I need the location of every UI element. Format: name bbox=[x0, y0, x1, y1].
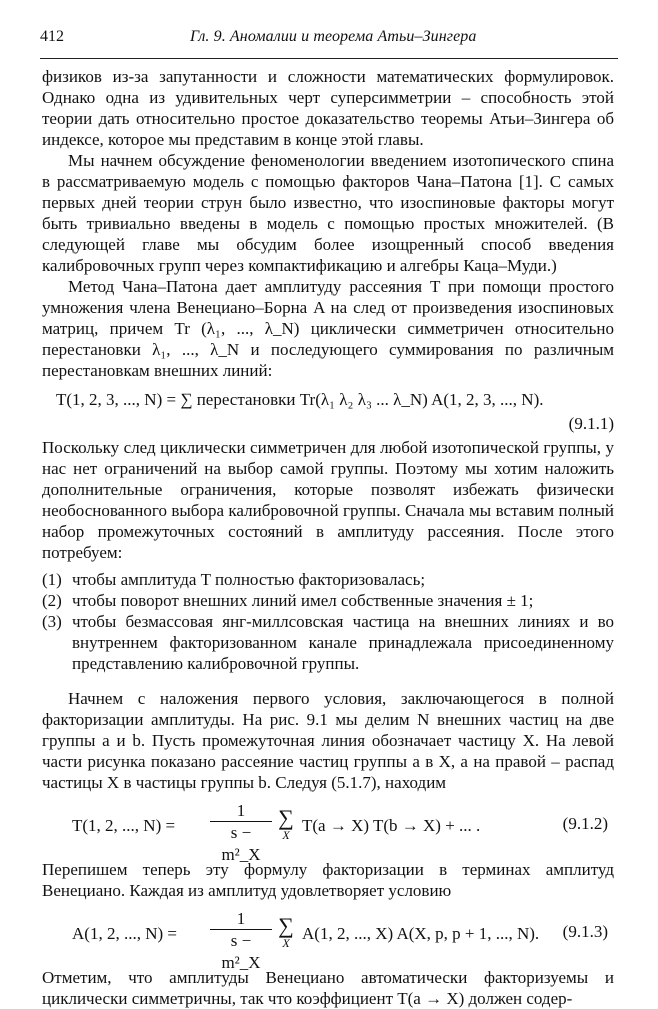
list-label: (2) bbox=[42, 591, 62, 610]
running-header bbox=[40, 28, 618, 50]
equation-lhs: A(1, 2, ..., N) = bbox=[72, 924, 177, 943]
sum-index: X bbox=[282, 828, 290, 842]
list-item bbox=[42, 569, 614, 590]
sum-sign: ∑ bbox=[278, 805, 294, 830]
list-item bbox=[42, 611, 614, 674]
paragraph-3: Метод Чана–Патона дает амплитуду рассеяния T при помощи простого умножения члена Венециано–Борна A на след от произведения изоспиновых матриц, причем Tr (λ₁, ..., λ_N) циклически симметричен относительно перестановки λ₁, ..., λ_N и последующего суммирования по различным перестановкам внешних линий: bbox=[42, 277, 614, 380]
list-label: (1) bbox=[42, 570, 62, 589]
list-item bbox=[42, 590, 614, 611]
equation-lhs: T(1, 2, ..., N) = bbox=[72, 816, 176, 835]
paragraph-6: Перепишем теперь эту формулу факторизации в терминах амплитуд Венециано. Каждая из амплитуд удовлетворяет условию bbox=[42, 860, 614, 900]
page-body bbox=[42, 66, 614, 1009]
equation-rhs: A(1, 2, ..., X) A(X, p, p + 1, ..., N). bbox=[302, 924, 540, 943]
paragraph-2: Мы начнем обсуждение феноменологии введением изотопического спина в рассматриваемую модель с помощью факторов Чана–Патона [1]. С самых первых дней теории струн было известно, что изоспиновые факторы могут быть тривиально введены в модель с помощью простых множителей. (В следующей главе мы обсудим более изощренный способ введения калибровочных групп через компактификацию и алгебры Каца–Муди.) bbox=[42, 151, 614, 275]
fraction-denominator: s − m²_X bbox=[221, 931, 261, 972]
equation-9-1-2 bbox=[42, 801, 614, 864]
fraction bbox=[210, 909, 272, 974]
sum-operator bbox=[276, 807, 296, 841]
running-title: Гл. 9. Аномалии и теорема Атьи–Зингера bbox=[190, 28, 477, 45]
page-number: 412 bbox=[40, 28, 64, 45]
list-text: чтобы безмассовая янг-миллсовская частица на внешних линиях и во внутреннем факторизованном канале принадлежала присоединенному представлению калибровочной группы. bbox=[72, 612, 614, 673]
paragraph-5: Начнем с наложения первого условия, заключающегося в полной факторизации амплитуды. На рис. 9.1 мы делим N внешних частиц на две группы a и b. Пусть промежуточная линия обозначает частицу X. На левой части рисунка показано рассеяние частиц группы a в X, а на правой – распад частицы X в частицы группы b. Следуя (5.1.7), находим bbox=[42, 689, 614, 792]
list-label: (3) bbox=[42, 612, 62, 631]
equation-9-1-1-body: T(1, 2, 3, ..., N) = ∑ перестановки Tr(λ₁ λ₂ λ₃ ... λ_N) A(1, 2, 3, ..., N). bbox=[56, 390, 544, 409]
fraction bbox=[210, 801, 272, 866]
header-rule bbox=[40, 58, 618, 59]
paragraph-4: Поскольку след циклически симметричен для любой изотопической группы, у нас нет ограничений на выбор самой группы. Поэтому мы хотим наложить дополнительные ограничения, которые позволят избежать физически необоснованного выбора калибровочной группы. Сначала мы вставим полный набор промежуточных состояний в амплитуду рассеяния. После этого потребуем: bbox=[42, 438, 614, 562]
paragraph-7: Отметим, что амплитуды Венециано автоматически факторизуемы и циклически симметричны, так что коэффициент T(a → X) должен содер- bbox=[42, 968, 614, 1008]
sum-operator bbox=[276, 915, 296, 949]
equation-number: (9.1.3) bbox=[562, 922, 608, 941]
list-text: чтобы амплитуда T полностью факторизовалась; bbox=[72, 570, 426, 589]
list-text: чтобы поворот внешних линий имел собственные значения ± 1; bbox=[72, 591, 534, 610]
conditions-list bbox=[42, 569, 614, 674]
equation-number: (9.1.1) bbox=[568, 414, 614, 433]
paragraph-1: физиков из-за запутанности и сложности математических формулировок. Однако одна из удивительных черт суперсимметрии – способность этой теории дать относительно простое доказательство теоремы Атьи–Зингера об индексе, которое мы представим в конце этой главы. bbox=[42, 67, 614, 149]
equation-number: (9.1.2) bbox=[562, 814, 608, 833]
fraction-numerator: 1 bbox=[210, 801, 272, 822]
equation-rhs: T(a → X) T(b → X) + ... . bbox=[302, 816, 481, 835]
sum-index: X bbox=[282, 936, 290, 950]
sum-sign: ∑ bbox=[278, 913, 294, 938]
fraction-numerator: 1 bbox=[210, 909, 272, 930]
fraction-denominator: s − m²_X bbox=[221, 823, 261, 864]
equation-9-1-3 bbox=[42, 909, 614, 972]
equation-9-1-1 bbox=[42, 381, 614, 433]
